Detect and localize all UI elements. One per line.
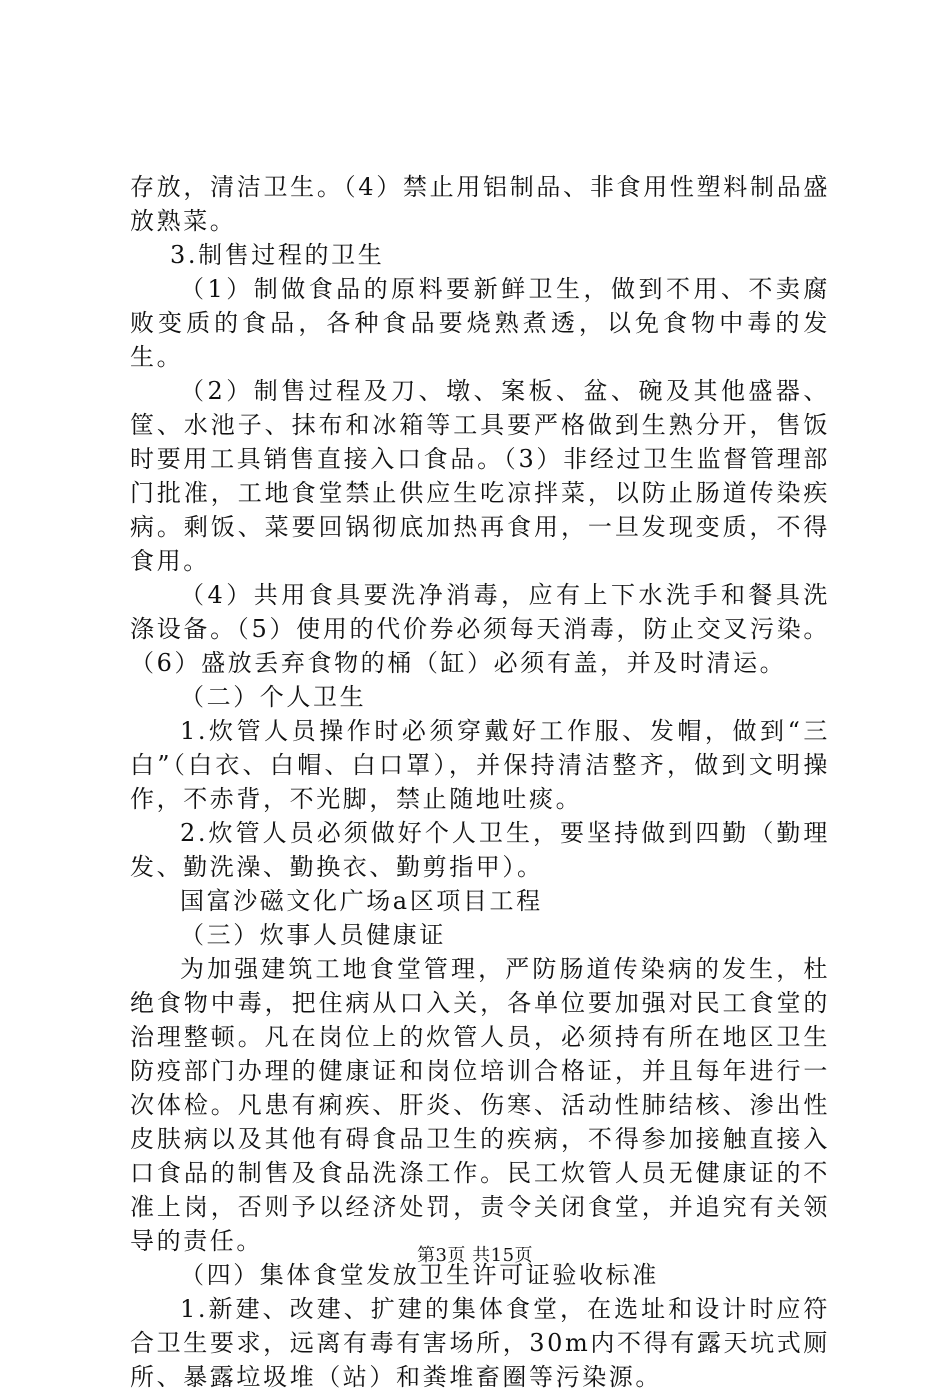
- paragraph-four-diligences: 2.炊管人员必须做好个人卫生，要坚持做到四勤（勤理发、勤洗澡、勤换衣、勤剪指甲）。: [130, 819, 830, 881]
- paragraph-sales-process: （2）制售过程及刀、墩、案板、盆、碗及其他盛器、筐、水池子、抹布和冰箱等工具要严格做到生熟分开，售饭时要用工具销售直接入口食品。（3）非经过卫生监督管理部门批准，工地食堂禁止供应生吃凉拌菜，以防止肠道传染疾病。剩饭、菜要回锅彻底加热再食用，一旦发现变质，不得食用。: [130, 377, 830, 575]
- heading-license-standards: （四）集体食堂发放卫生许可证验收标准: [180, 1261, 659, 1289]
- project-name-line: 国富沙磁文化广场a区项目工程: [180, 887, 543, 915]
- heading-sales-hygiene: 3.制售过程的卫生: [170, 241, 385, 269]
- paragraph-site-selection: 1.新建、改建、扩建的集体食堂，在选址和设计时应符合卫生要求，远离有毒有害场所，30m内不得有露天坑式厕所、暴露垃圾堆（站）和粪堆畜圈等污染源。: [130, 1295, 830, 1391]
- heading-personal-hygiene: （二）个人卫生: [180, 683, 367, 711]
- paragraph-raw-materials: （1）制做食品的原料要新鲜卫生，做到不用、不卖腐败变质的食品，各种食品要烧熟煮透，以免食物中毒的发生。: [130, 275, 830, 371]
- page-number-footer: 第3页 共15页: [416, 1245, 534, 1266]
- paragraph-health-certificate: 为加强建筑工地食堂管理，严防肠道传染病的发生，杜绝食物中毒，把住病从口入关，各单位要加强对民工食堂的治理整顿。凡在岗位上的炊管人员，必须持有所在地区卫生防疫部门办理的健康证和岗位培训合格证，并且每年进行一次体检。凡患有痢疾、肝炎、伤寒、活动性肺结核、渗出性皮肤病以及其他有碍食品卫生的疾病，不得参加接触直接入口食品的制售及食品洗涤工作。民工炊管人员无健康证的不准上岗，否则予以经济处罚，责令关闭食堂，并追究有关领导的责任。: [130, 955, 830, 1255]
- heading-health-certificate: （三）炊事人员健康证: [180, 921, 446, 949]
- paragraph-tableware: （4）共用食具要洗净消毒，应有上下水洗手和餐具洗涤设备。（5）使用的代价券必须每天消毒，防止交叉污染。（6）盛放丢弃食物的桶（缸）必须有盖，并及时清运。: [130, 581, 830, 677]
- paragraph-work-clothes: 1.炊管人员操作时必须穿戴好工作服、发帽，做到“三白”（白衣、白帽、白口罩），并保持清洁整齐，做到文明操作，不赤背，不光脚，禁止随地吐痰。: [130, 717, 830, 813]
- paragraph-storage: 存放，清洁卫生。（4）禁止用铝制品、非食用性塑料制品盛放熟菜。: [130, 173, 830, 235]
- document-body: [130, 170, 830, 1394]
